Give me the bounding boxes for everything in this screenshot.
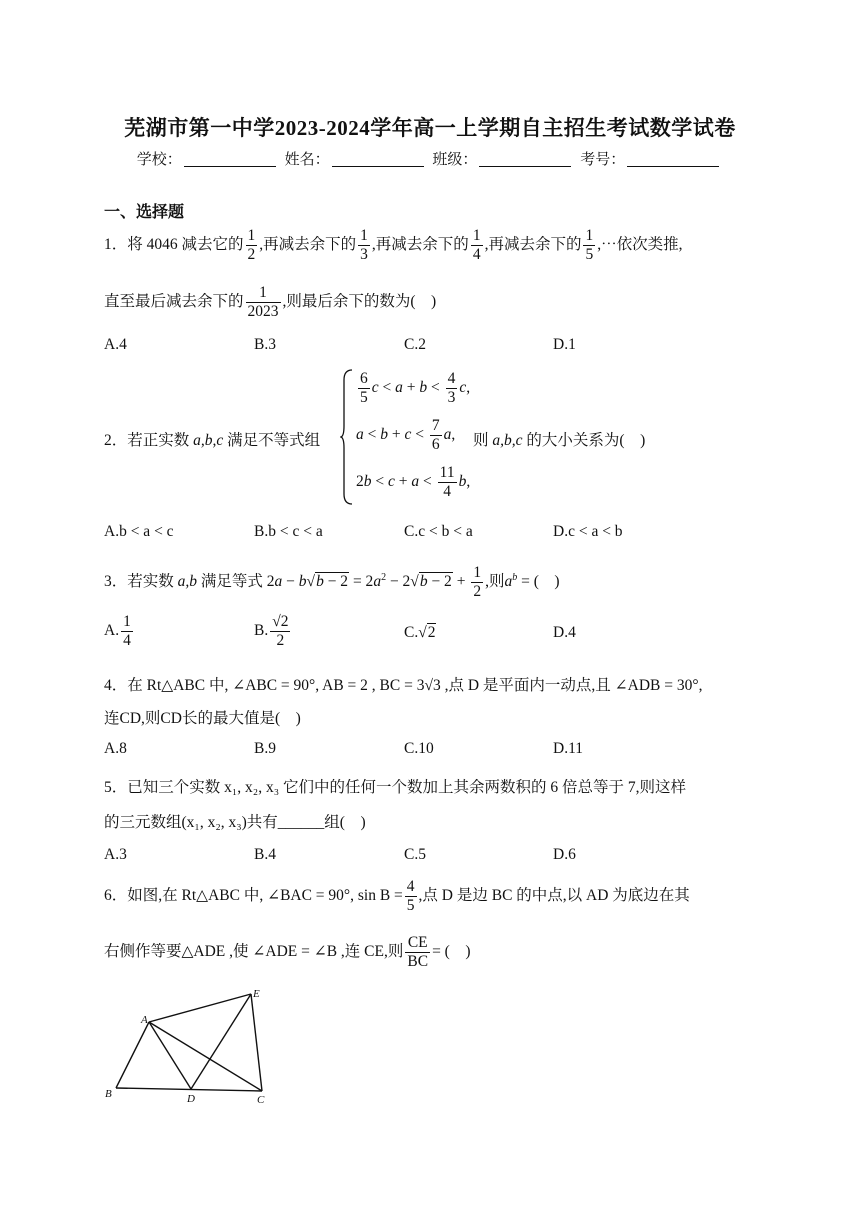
page-title: 芜湖市第一中学2023-2024学年高一上学期自主招生考试数学试卷 xyxy=(124,116,736,140)
option-c[interactable]: C.c < b < a xyxy=(404,523,473,540)
fraction: $\frac{1}{5}$ xyxy=(585,227,594,263)
question-1-line-1: 1．将 4046 减去它的 $\frac{1}{2}$ ,再减去余下的 $\frac{1}{3}$ ,再减去余下的 $\frac{1}{4}$ ,再减去余下的 $\frac{1}{5}$ ,⋯依次类推, xyxy=(104,227,683,263)
option-a[interactable]: A.4 xyxy=(104,336,127,353)
class-blank[interactable] xyxy=(479,152,571,167)
system-line-2: a < b + c < $\frac{7}{6}$ a, xyxy=(356,417,456,453)
class-label: 班级： xyxy=(432,150,478,168)
option-b[interactable]: B.9 xyxy=(254,740,276,757)
question-5-line-2: 的三元数组(x₁, x₂, x₃)共有______组( ) xyxy=(104,814,366,831)
question-3-stem: 3．若实数 a,b 满足等式 $2a - b√b - 2 = 2a^2 - 2√b - 2$ + $\frac{1}{2}$ ,则$a^b$ = ( ) xyxy=(104,564,560,600)
system-line-3: 2b < c + a < $\frac{11}{4}$ b, xyxy=(356,464,471,500)
option-d[interactable]: D.4 xyxy=(553,624,576,641)
question-4-line-1: 4．在 Rt△ABC 中, ∠ABC = 90°, AB = 2 , BC = 3√3 ,点 D 是平面内一动点,且 ∠ADB = 30°, xyxy=(104,677,703,694)
system-line-1: $\frac{6}{5}$ c < a + b < $\frac{4}{3}$ c, xyxy=(360,370,471,406)
option-b[interactable]: B.4 xyxy=(254,846,276,863)
fraction: $\frac{1}{2}$ xyxy=(247,227,256,263)
segment-ab xyxy=(116,1022,149,1088)
question-6-line-2: 右侧作等要△ADE ,使 ∠ADE = ∠B ,连 CE,则 $\frac{CE}{BC}$ = ( ) xyxy=(104,934,471,970)
fraction: $\frac{4}{5}$ xyxy=(406,878,415,914)
geometry-figure xyxy=(100,985,290,1115)
name-label: 姓名： xyxy=(284,150,330,168)
question-4-line-2: 连CD,则CD长的最大值是( ) xyxy=(104,710,301,727)
exam-number-blank[interactable] xyxy=(627,152,719,167)
question-5-line-1: 5．已知三个实数 x₁, x₂, x₃ 它们中的任何一个数加上其余两数积的 6 倍总等于 7,则这样 xyxy=(104,779,686,796)
option-d[interactable]: D.6 xyxy=(553,846,576,863)
option-a[interactable]: A. $\frac{1}{4}$ xyxy=(104,613,131,649)
option-c[interactable]: C.2 xyxy=(404,336,426,353)
option-b[interactable]: B. $\frac{√2}{2}$ xyxy=(254,613,289,649)
segment-ad xyxy=(149,1022,191,1089)
point-label-d: D xyxy=(187,1093,195,1105)
option-c[interactable]: C.10 xyxy=(404,740,434,757)
option-b[interactable]: B.b < c < a xyxy=(254,523,323,540)
question-2-stem: 2．若正实数 a,b,c 满足不等式组 xyxy=(104,432,321,449)
school-blank[interactable] xyxy=(184,152,276,167)
student-info-row xyxy=(0,148,860,169)
point-label-c: C xyxy=(257,1094,265,1106)
name-blank[interactable] xyxy=(332,152,424,167)
system-brace xyxy=(340,368,354,506)
point-label-e: E xyxy=(253,988,260,1000)
question-6-line-1: 6．如图,在 Rt△ABC 中, ∠BAC = 90°, sin B = $\frac{4}{5}$ ,点 D 是边 BC 的中点,以 AD 为底边在其 xyxy=(104,878,690,914)
fraction: $\frac{1}{4}$ xyxy=(472,227,481,263)
fraction: $\frac{1}{2023}$ xyxy=(247,284,279,320)
option-d[interactable]: D.11 xyxy=(553,740,583,757)
point-label-b: B xyxy=(105,1088,112,1100)
fraction: $\frac{1}{3}$ xyxy=(360,227,368,263)
segment-ac xyxy=(149,1022,262,1091)
school-label: 学校： xyxy=(136,150,182,168)
option-c[interactable]: C.5 xyxy=(404,846,426,863)
segment-bc xyxy=(116,1088,262,1091)
question-1-line-2: 直至最后减去余下的 $\frac{1}{2023}$ ,则最后余下的数为( ) xyxy=(104,284,437,320)
option-a[interactable]: A.b < a < c xyxy=(104,523,174,540)
option-b[interactable]: B.3 xyxy=(254,336,276,353)
question-2-tail: 则 a,b,c 的大小关系为( ) xyxy=(473,432,646,449)
segment-ec xyxy=(251,994,262,1091)
section-heading: 一、选择题 xyxy=(104,202,185,221)
option-a[interactable]: A.3 xyxy=(104,846,127,863)
option-d[interactable]: D.c < a < b xyxy=(553,523,623,540)
point-label-a: A xyxy=(141,1014,148,1026)
option-a[interactable]: A.8 xyxy=(104,740,127,757)
option-d[interactable]: D.1 xyxy=(553,336,576,353)
exam-number-label: 考号： xyxy=(580,150,626,168)
option-c[interactable]: C.√2 xyxy=(404,624,436,641)
fraction: $\frac{CE}{BC}$ xyxy=(407,934,429,970)
